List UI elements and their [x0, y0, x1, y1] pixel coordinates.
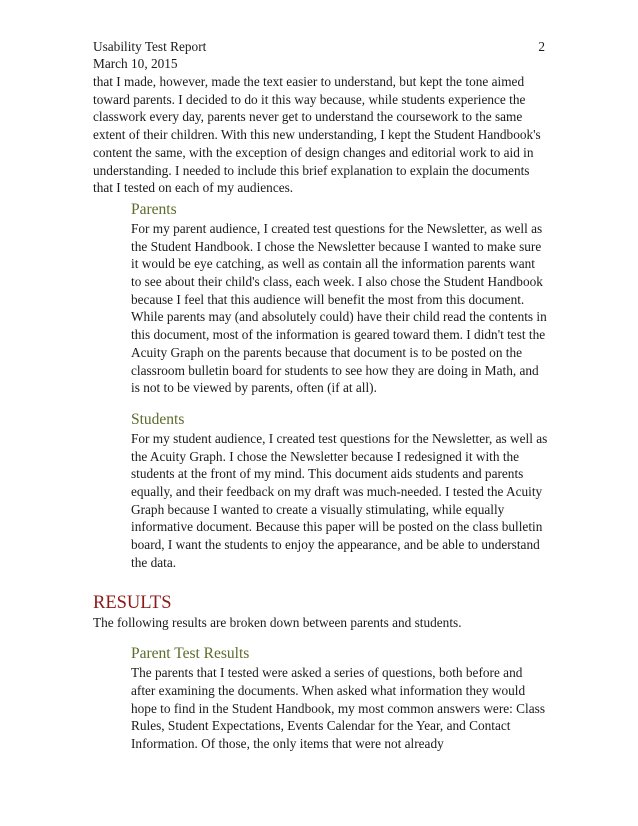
header-row	[93, 38, 545, 55]
intro-paragraph: that I made, however, made the text easier to understand, but kept the tone aimed toward parents. I decided to do it this way because, while students experience the classwork every day, parents never get to understand the coursework to the same extent of their children. With this new understanding, I kept the Student Handbook's content the same, with the exception of design changes and editorial work to aid in understanding. I needed to include this brief explanation to explain the documents that I tested on each of my audiences.	[93, 74, 541, 196]
results-heading: RESULTS	[93, 592, 172, 613]
report-title: Usability Test Report	[93, 39, 207, 54]
document-body	[93, 73, 548, 753]
parent-results-paragraph: The parents that I tested were asked a series of questions, both before and after examining the documents. When asked what information they would hope to find in the Student Handbook, my most common answers were: Class Rules, Student Expectations, Events Calendar for the Year, and Contact Information. Of those, the only items that were not already	[131, 665, 545, 752]
results-intro: The following results are broken down between parents and students.	[93, 614, 462, 630]
page-number: 2	[538, 39, 545, 54]
parent-results-section	[131, 631, 548, 753]
parents-heading: Parents	[131, 200, 177, 218]
parents-section	[131, 200, 548, 572]
report-date: March 10, 2015	[93, 56, 178, 71]
students-heading: Students	[131, 410, 185, 428]
parent-results-heading: Parent Test Results	[131, 645, 250, 663]
students-paragraph: For my student audience, I created test questions for the Newsletter, as well as the Acuity Graph. I chose the Newsletter because I redesigned it with the students at the front of my mind. This document aids students and parents equally, and their feedback on my draft was much-needed. I tested the Acuity Graph because I wanted to create a visually stimulating, while equally informative document. Because this paper will be posted on the class bulletin board, I want the students to enjoy the appearance, and be able to understand the data.	[131, 430, 548, 570]
spacer	[131, 631, 548, 641]
parents-paragraph: For my parent audience, I created test questions for the Newsletter, as well as the Student Handbook. I chose the Newsletter because I wanted to make sure it would be eye catching, as well as contain all the information parents want to see about their child's class, each week. I also chose the Student Handbook because I feel that this audience will benefit the most from this document. While parents may (and absolutely could) have their child read the contents in this document, most of the information is geared toward them. I didn't test the Acuity Graph on the parents because that document is to be posted on the classroom bulletin board for students to see how they are doing in Math, and is not to be viewed by parents, often (if at all).	[131, 220, 547, 396]
page-header	[93, 38, 545, 72]
spacer	[131, 397, 548, 407]
